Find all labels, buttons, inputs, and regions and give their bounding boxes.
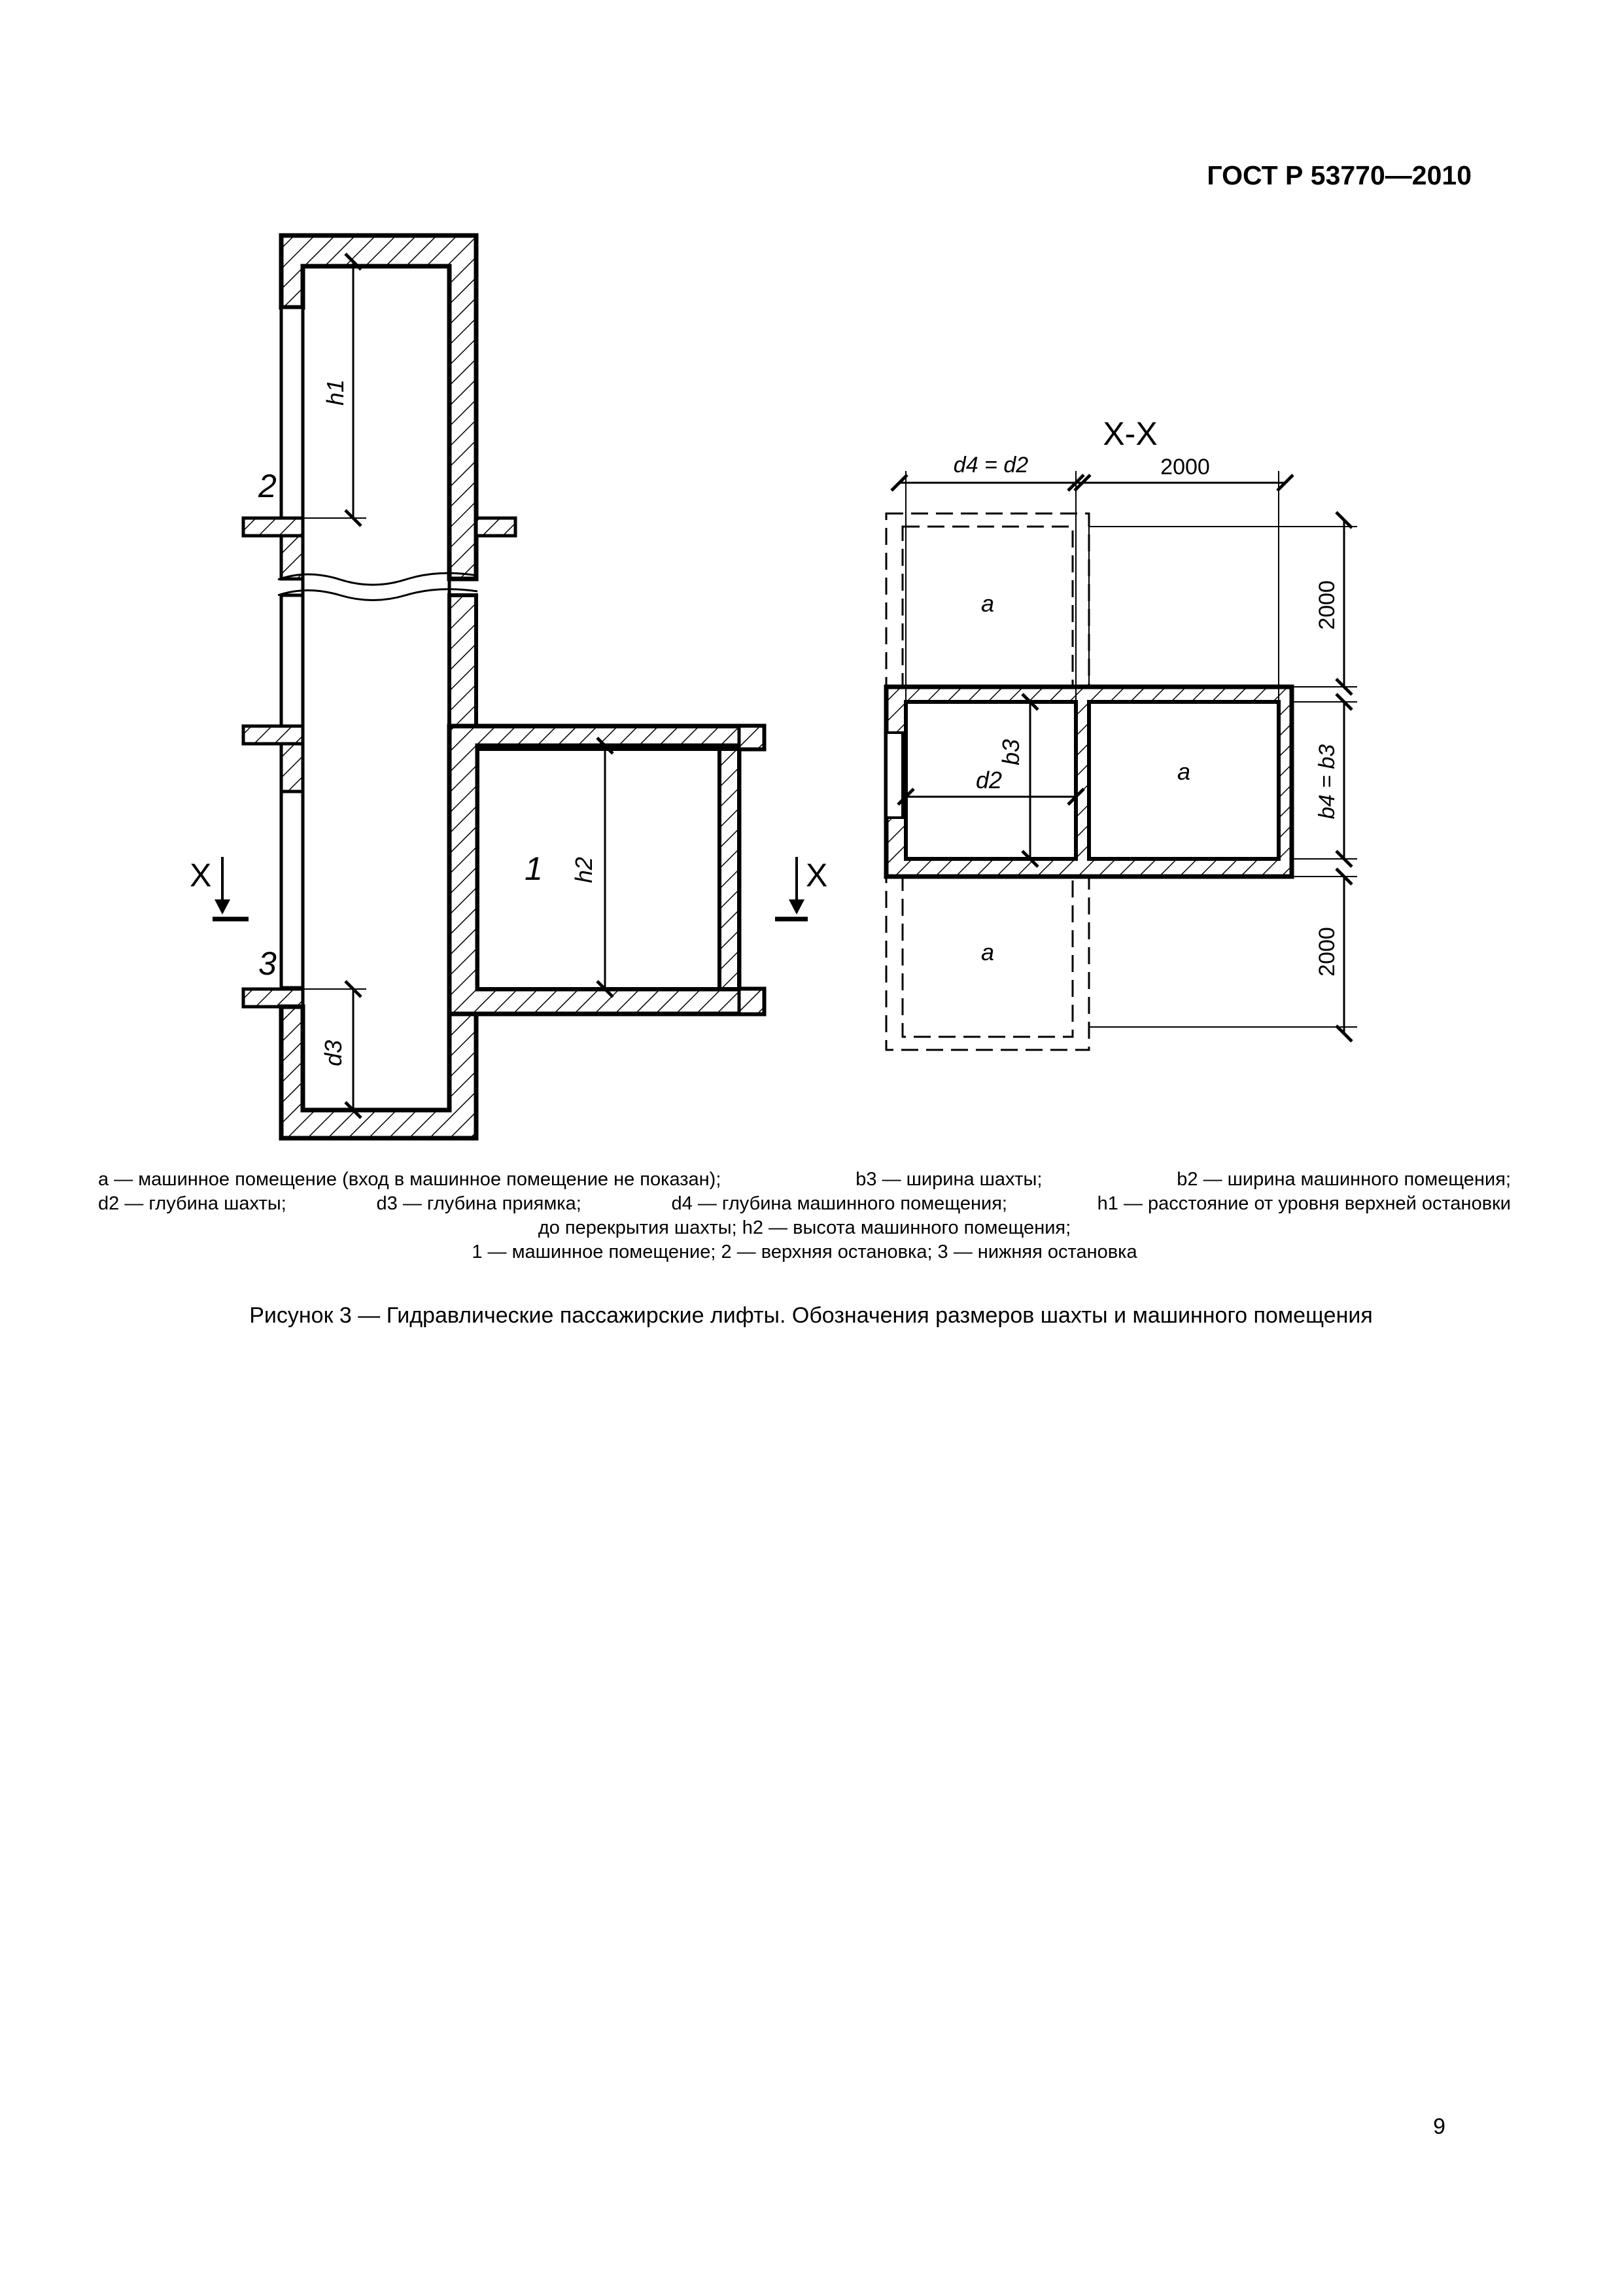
- machine-room-right-wall: [719, 749, 739, 989]
- label-a-right: a: [1177, 758, 1191, 785]
- label-d4-eq-d2: d4 = d2: [953, 453, 1029, 478]
- label-h1: h1: [322, 379, 349, 406]
- label-2000-right-top: 2000: [1315, 580, 1339, 630]
- machine-room-zone-right: [1089, 527, 1279, 687]
- shaft-elevation: [190, 235, 827, 1138]
- legend-a: a — машинное помещение (вход в машинное помещение не показан);: [98, 1169, 721, 1190]
- lower-left-wall: [281, 595, 303, 726]
- label-h2: h2: [570, 856, 597, 884]
- top-right-slab: [476, 518, 515, 536]
- label-machine-room-number: 1: [525, 850, 543, 887]
- legend-d4: d4 — глубина машинного помещения;: [671, 1193, 1007, 1214]
- legend-d3: d3 — глубина приямка;: [376, 1193, 581, 1214]
- figure-caption: Рисунок 3 — Гидравлические пассажирские лифты. Обозначения размеров шахты и машинного помещения: [249, 1303, 1373, 1328]
- svg-text:X: X: [190, 857, 212, 894]
- bottom-stop-slab: [243, 989, 303, 1007]
- label-top-stop: 2: [258, 468, 277, 504]
- middle-slab: [243, 726, 303, 744]
- label-d2: d2: [975, 767, 1003, 793]
- machine-room-right-slab-bottom: [739, 989, 764, 1014]
- section-mark-left: [190, 857, 249, 919]
- label-b4-eq-b3: b4 = b3: [1315, 744, 1339, 820]
- legend-b3: b3 — ширина шахты;: [855, 1169, 1043, 1190]
- middle-wall-stub: [281, 744, 303, 791]
- legend-line-1: [98, 1168, 1511, 1192]
- section-mark-right: [775, 857, 827, 919]
- label-bottom-stop: 3: [258, 945, 277, 982]
- legend-line-2: [98, 1192, 1511, 1216]
- machine-room-right-slab-top: [739, 726, 764, 749]
- section-door-opening: [886, 733, 903, 818]
- legend-d2: d2 — глубина шахты;: [98, 1193, 286, 1214]
- figure-legend: [98, 1168, 1511, 1264]
- lower-door-jamb: [281, 791, 303, 988]
- machine-room-interior: [477, 749, 719, 989]
- legend-b2: b2 — ширина машинного помещения;: [1177, 1169, 1511, 1190]
- label-2000-top: 2000: [1160, 455, 1210, 479]
- top-stop-slab: [243, 518, 303, 536]
- legend-h1: h1 — расстояние от уровня верхней остановки: [1097, 1193, 1511, 1214]
- document-header: ГОСТ Р 53770—2010: [1207, 160, 1472, 190]
- shaft-right-wall: [449, 595, 476, 726]
- label-a-bottom: a: [980, 939, 995, 965]
- svg-text:X: X: [806, 857, 828, 894]
- section-x-x-plan: [886, 415, 1357, 1050]
- section-title: X-X: [1103, 415, 1158, 452]
- legend-line-3: до перекрытия шахты; h2 — высота машинного помещения;: [538, 1217, 1071, 1238]
- label-2000-right-bottom: 2000: [1315, 927, 1339, 977]
- upper-door-jamb: [281, 307, 303, 518]
- label-b3: b3: [997, 739, 1024, 766]
- upper-left-wall-stub: [281, 536, 303, 579]
- label-a-top: a: [980, 590, 995, 617]
- pit-walls: [281, 1007, 476, 1138]
- legend-line-4: 1 — машинное помещение; 2 — верхняя остановка; 3 — нижняя остановка: [472, 1242, 1137, 1262]
- shaft-upper-walls: [281, 235, 476, 579]
- label-d3: d3: [320, 1039, 347, 1067]
- page-number: 9: [1433, 2114, 1445, 2139]
